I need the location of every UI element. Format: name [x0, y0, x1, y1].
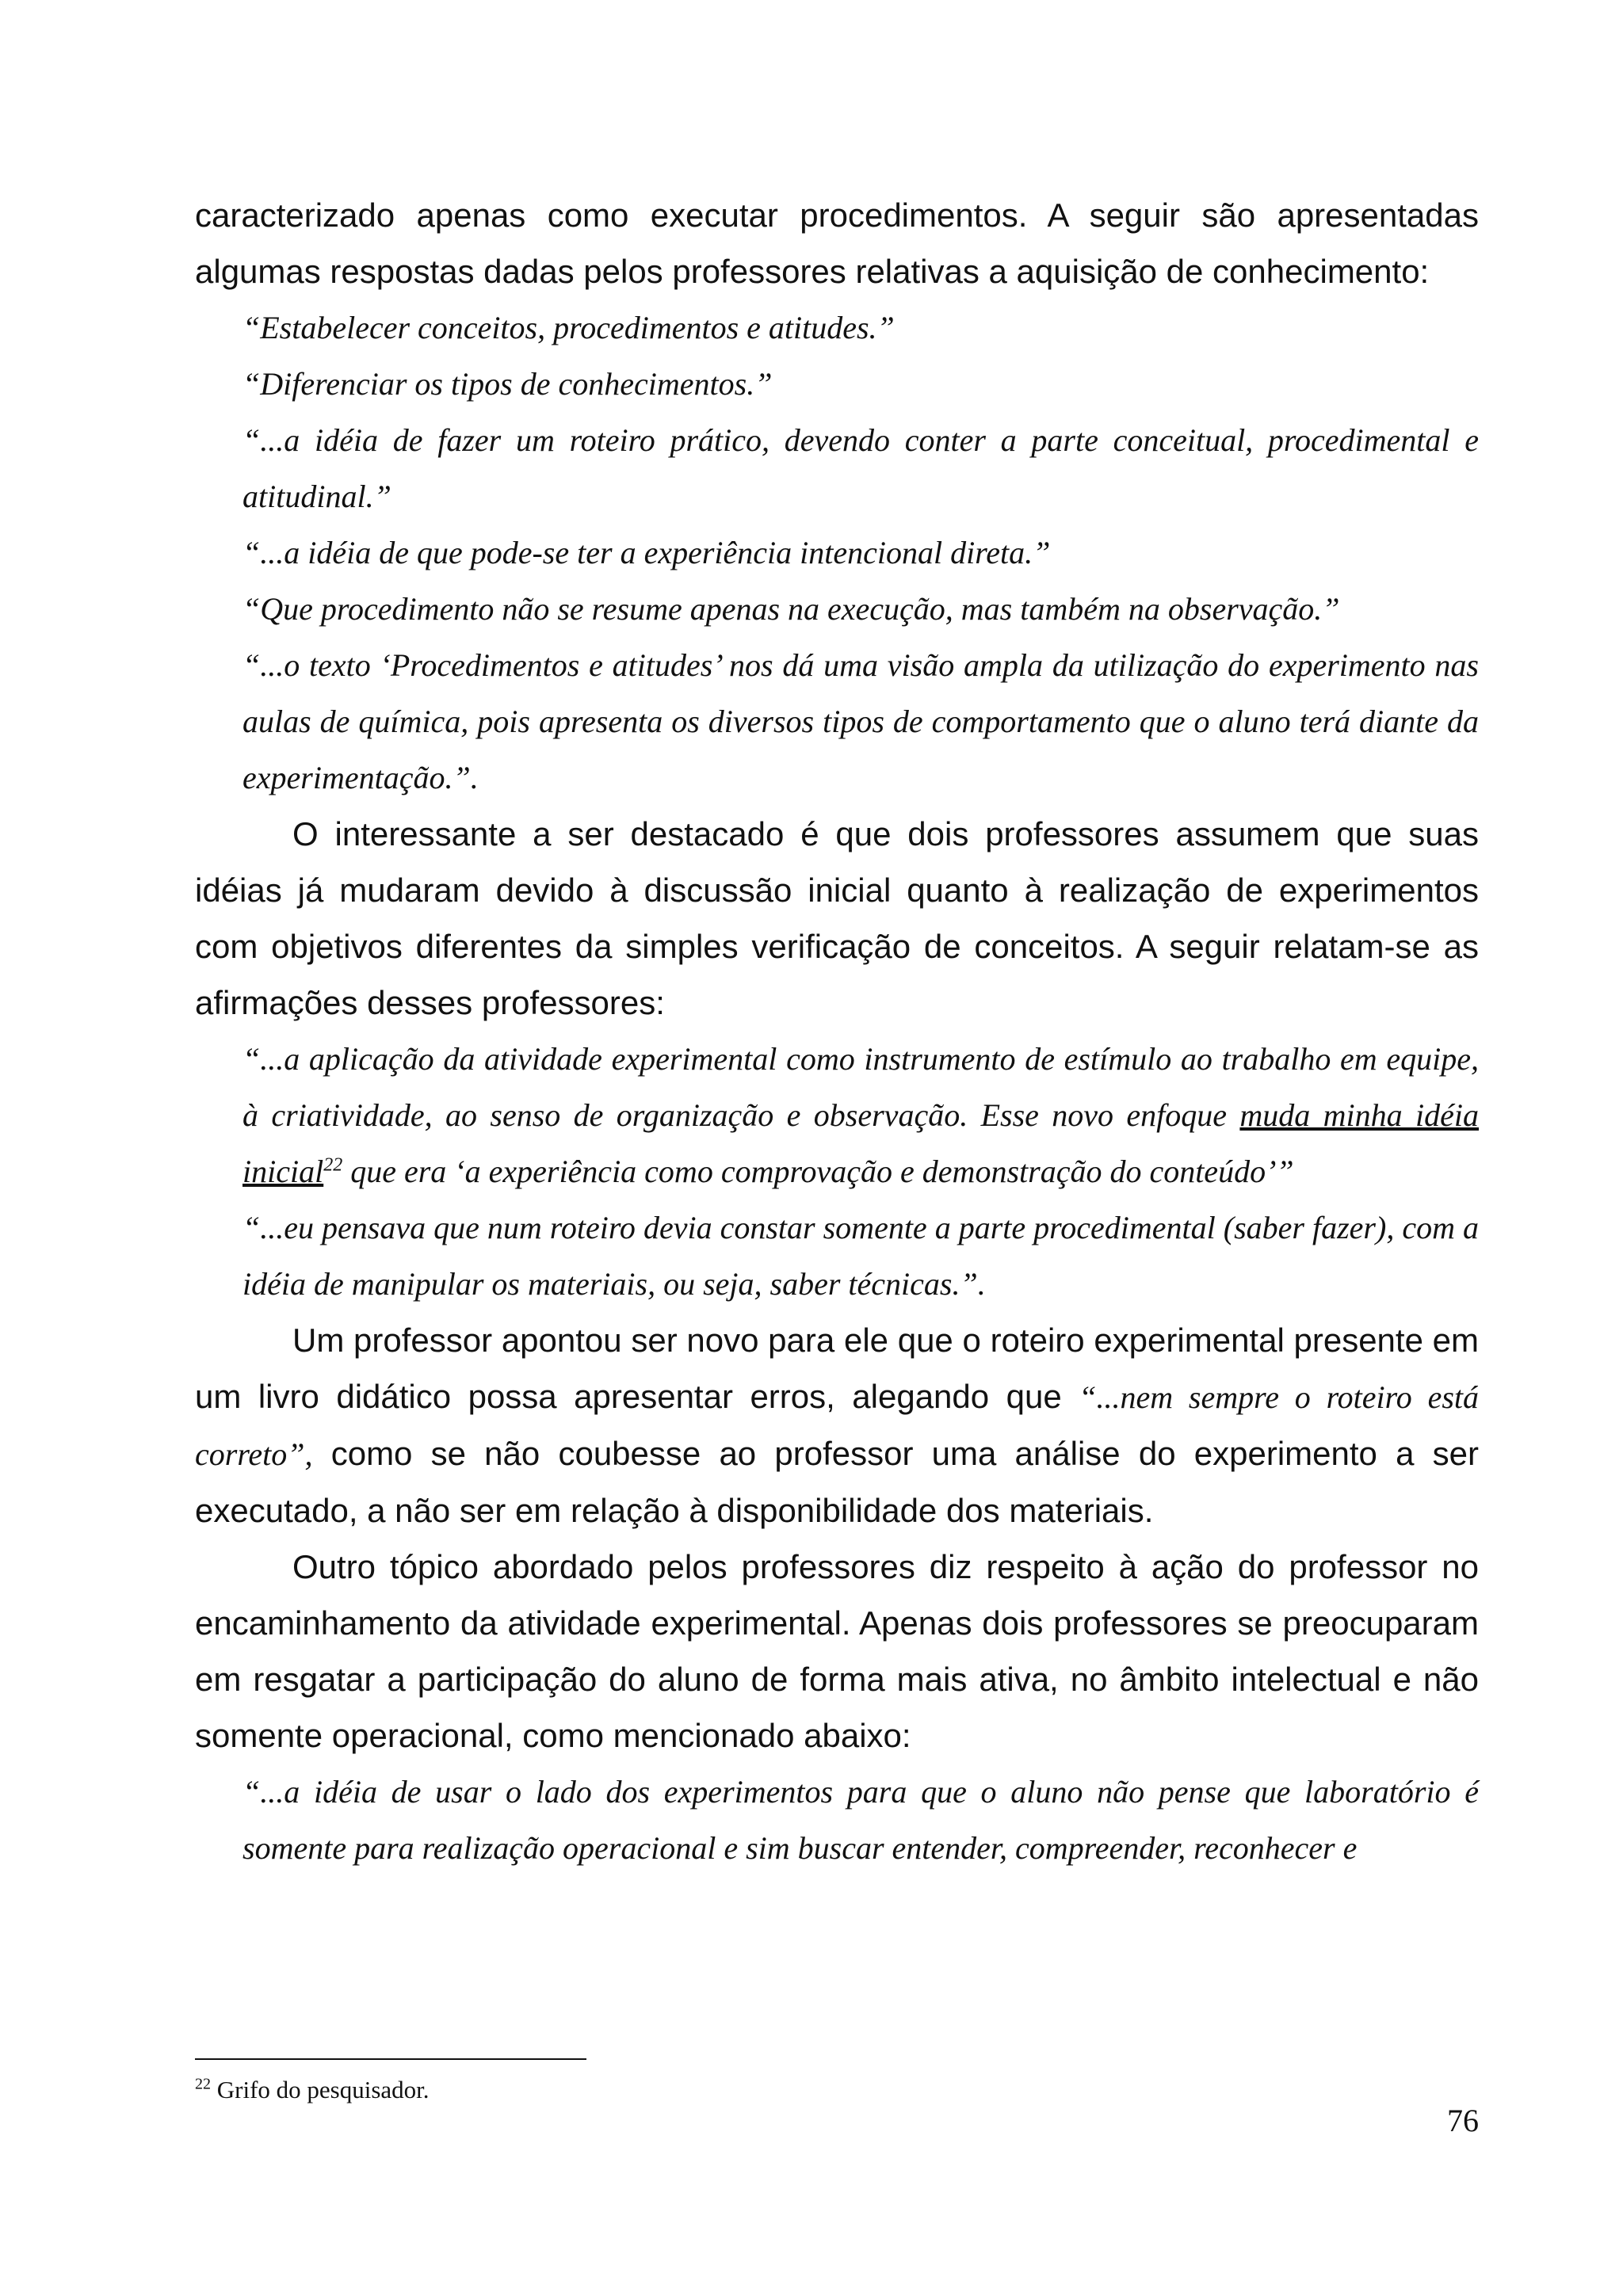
quote-4: “...a idéia de que pode-se ter a experiência intencional direta.”: [242, 535, 1051, 570]
quote-6: “...o texto ‘Procedimentos e atitudes’ nos dá uma visão ampla da utilização do experimento nas aulas de química, pois apresenta os diversos tipos de comportamento que o aluno terá diante da experimentação.”.: [242, 647, 1479, 795]
quote-9: “...a idéia de usar o lado dos experimentos para que o aluno não pense que laboratório é somente para realização operacional e sim buscar entender, compreender, reconhecer e: [242, 1774, 1479, 1866]
paragraph-3-before: Um professor apontou ser novo para ele que o roteiro experimental presente em um livro didático possa apresentar erros, alegando que: [195, 1322, 1479, 1415]
quote-1: “Estabelecer conceitos, procedimentos e atitudes.”: [242, 310, 895, 345]
footnote-separator: [195, 2058, 586, 2060]
footnote-text: Grifo do pesquisador.: [211, 2076, 430, 2103]
quote-7-after: que era ‘a experiência como comprovação e demonstração do conteúdo’”: [342, 1154, 1294, 1189]
paragraph-2: O interessante a ser destacado é que dois professores assumem que suas idéias já mudaram devido à discussão inicial quanto à realização de experimentos com objetivos diferentes da simples verificação de conceitos. A seguir relatam-se as afirmações desses professores:: [195, 815, 1479, 1021]
paragraph-3: [195, 1312, 1479, 1539]
footnote-number: 22: [195, 2075, 211, 2093]
quote-2: “Diferenciar os tipos de conhecimentos.”: [242, 366, 773, 402]
paragraph-3-after: como se não coubesse ao professor uma análise do experimento a ser executado, a não ser em relação à disponibilidade dos materiais.: [195, 1435, 1479, 1529]
paragraph-4: Outro tópico abordado pelos professores diz respeito à ação do professor no encaminhamento da atividade experimental. Apenas dois professores se preocuparam em resgatar a participação do aluno de forma mais ativa, no âmbito intelectual e não somente operacional, como mencionado abaixo:: [195, 1548, 1479, 1754]
body-text: [195, 187, 1479, 1876]
footnote-ref: 22: [323, 1154, 343, 1176]
quote-7-before: “...a aplicação da atividade experimental como instrumento de estímulo ao trabalho em equipe, à criatividade, ao senso de organização e observação. Esse novo enfoque: [242, 1041, 1479, 1133]
page-number: 76: [1447, 2103, 1479, 2138]
paragraph-1: caracterizado apenas como executar procedimentos. A seguir são apresentadas algumas respostas dadas pelos professores relativas a aquisição de conhecimento:: [195, 196, 1479, 290]
underlined-emphasis: muda minha idéia inicial: [242, 1097, 1480, 1189]
footnote: [195, 2074, 430, 2106]
paragraph-3-quote: “...nem sempre o roteiro está correto”,: [195, 1379, 1480, 1472]
quote-3: “...a idéia de fazer um roteiro prático, devendo conter a parte conceitual, procedimental e atitudinal.”: [242, 422, 1479, 514]
quote-7: [195, 1031, 1479, 1199]
quote-8: “...eu pensava que num roteiro devia constar somente a parte procedimental (saber fazer), com a idéia de manipular os materiais, ou seja, saber técnicas.”.: [242, 1210, 1479, 1302]
quote-5: “Que procedimento não se resume apenas na execução, mas também na observação.”: [242, 591, 1340, 627]
